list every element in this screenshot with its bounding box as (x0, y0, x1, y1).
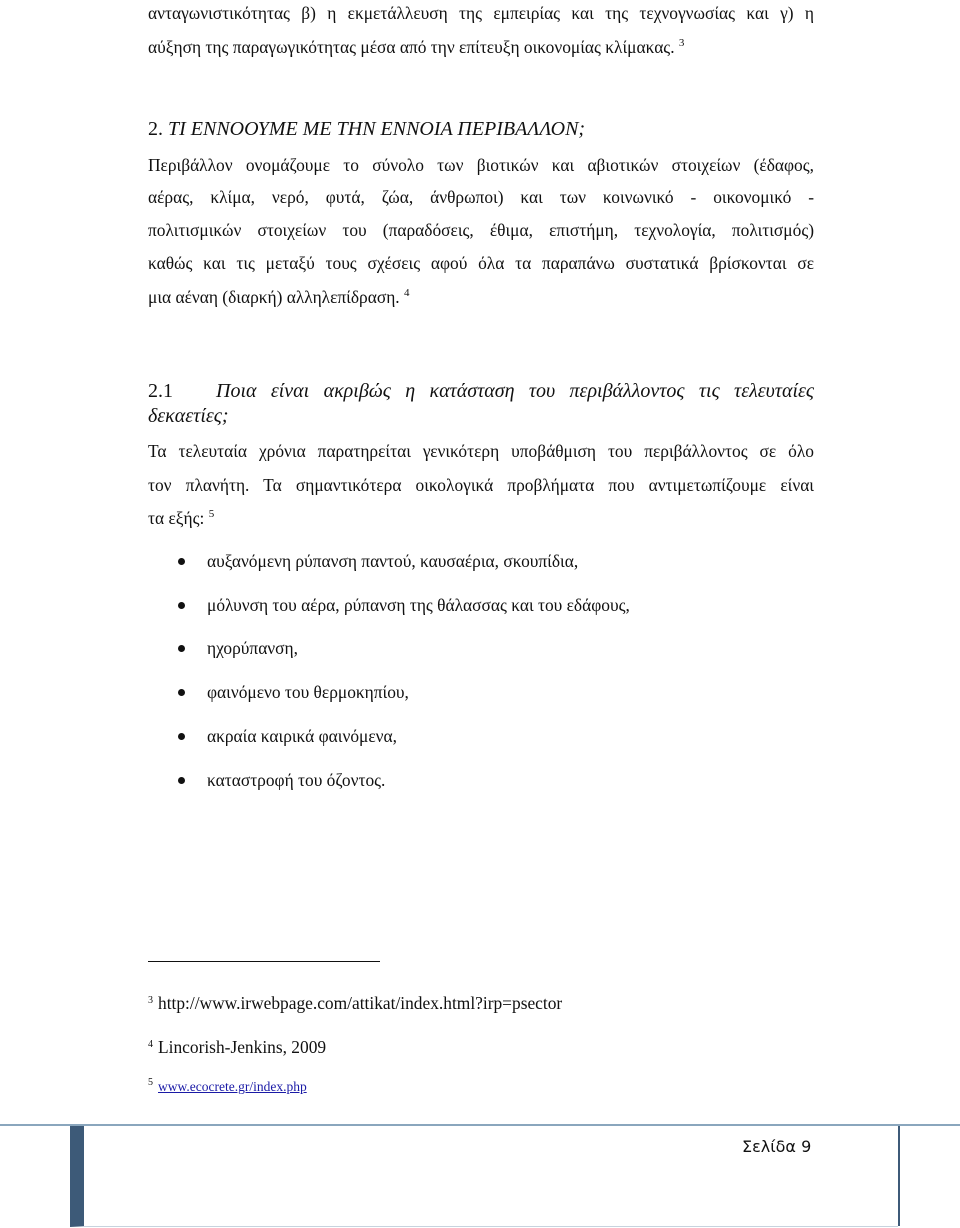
bullet-icon (178, 777, 185, 784)
footnote-number: 3 (148, 995, 153, 1006)
bullet-icon (178, 645, 185, 652)
list-item-text: αυξανόμενη ρύπανση παντού, καυσαέρια, σκουπίδια, (207, 551, 579, 571)
paragraph-line: τον πλανήτη. Τα σημαντικότερα οικολογικά προβλήματα που αντιμετωπίζουμε είναι (148, 475, 814, 495)
bullet-icon (178, 689, 185, 696)
footnote-text: http://www.irwebpage.com/attikat/index.html?irp=psector (158, 993, 563, 1013)
list-item-text: φαινόμενο του θερμοκηπίου, (207, 682, 409, 702)
footnote-ref[interactable]: 5 (208, 508, 215, 520)
section-heading-cont: δεκαετίες; (148, 405, 229, 427)
paragraph-text: μια αέναη (διαρκή) αλληλεπίδραση. (148, 287, 400, 307)
paragraph-line: ανταγωνιστικότητας β) η εκμετάλλευση της εμπειρίας και της τεχνογνωσίας και γ) η (148, 3, 814, 23)
paragraph-line: αέρας, κλίμα, νερό, φυτά, ζώα, άνθρωποι) και των κοινωνικό - οικονομικό - (148, 187, 814, 207)
footnote-text: Lincorish-Jenkins, 2009 (158, 1037, 327, 1057)
bullet-icon (178, 602, 185, 609)
paragraph-text: αύξηση της παραγωγικότητας μέσα από την επίτευξη οικονομίας κλίμακας. (148, 37, 675, 57)
paragraph-line (148, 36, 684, 58)
footer-box-edge (898, 1126, 900, 1226)
paragraph-line: Περιβάλλον ονομάζουμε το σύνολο των βιοτικών και αβιοτικών στοιχείων (έδαφος, (148, 155, 814, 175)
page-number: Σελίδα 9 (742, 1137, 812, 1156)
paragraph-line: πολιτισμικών στοιχείων του (παραδόσεις, έθιμα, επιστήμη, τεχνολογία, πολιτισμός) (148, 220, 814, 240)
paragraph-text: τα εξής: (148, 508, 205, 528)
section-heading (148, 380, 814, 402)
list-item-text: μόλυνση του αέρα, ρύπανση της θάλασσας και του εδάφους, (207, 595, 630, 615)
footnote (148, 1036, 326, 1058)
paragraph-line: καθώς και τις μεταξύ τους σχέσεις αφού όλα τα παραπάνω συστατικά βρίσκονται σε (148, 253, 814, 273)
footnote-link[interactable]: www.ecocrete.gr/index.php (158, 1079, 307, 1094)
footnote-ref[interactable]: 4 (404, 287, 410, 299)
footnote-ref[interactable]: 3 (678, 37, 685, 49)
section-number: 2.1 (148, 380, 173, 402)
list-item-text: ηχορύπανση, (207, 638, 298, 658)
footnote-separator (148, 961, 380, 962)
bullet-icon (178, 558, 185, 565)
section-heading (148, 118, 585, 140)
paragraph-line (148, 507, 214, 529)
list-item-text: ακραία καιρικά φαινόμενα, (207, 726, 397, 746)
section-number: 2. (148, 118, 163, 140)
paragraph-line: Τα τελευταία χρόνια παρατηρείται γενικότερη υποβάθμιση του περιβάλλοντος σε όλο (148, 441, 814, 461)
footnote (148, 1076, 307, 1098)
footnote (148, 992, 562, 1014)
paragraph-line (148, 286, 410, 308)
list-item-text: καταστροφή του όζοντος. (207, 770, 386, 790)
footnote-number: 4 (148, 1039, 153, 1050)
section-title: ΤΙ ΕΝΝΟΟΥΜΕ ΜΕ ΤΗΝ ΕΝΝΟΙΑ ΠΕΡΙΒΑΛΛΟΝ; (168, 118, 586, 140)
footnote-number: 5 (148, 1077, 153, 1088)
bullet-icon (178, 733, 185, 740)
section-title: Ποια είναι ακριβώς η κατάσταση του περιβάλλοντος τις τελευταίες (216, 380, 815, 402)
